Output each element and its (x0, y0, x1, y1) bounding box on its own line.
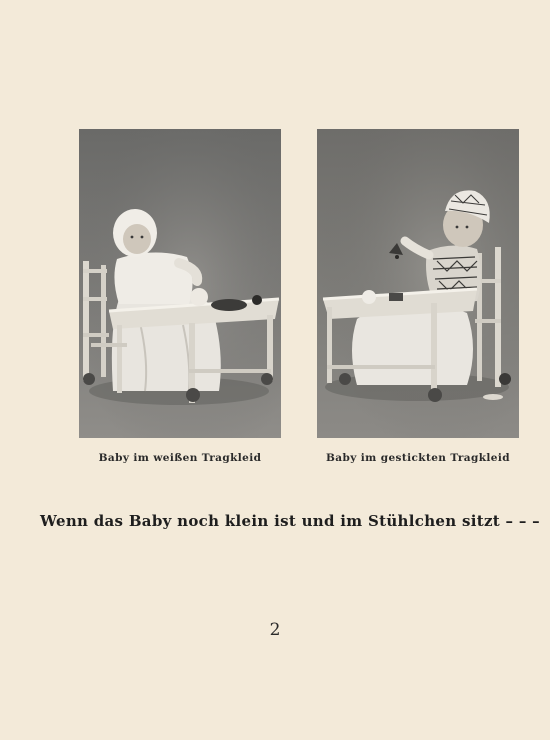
photo-doll-white-dress-image (79, 129, 281, 438)
photo-doll-embroidered-dress (317, 129, 519, 438)
caption-right: Baby im gestickten Tragkleid (326, 452, 510, 464)
photo-doll-white-dress (79, 129, 281, 438)
page-number: 2 (269, 620, 281, 640)
photo-doll-embroidered-dress-image (317, 129, 519, 438)
caption-left: Baby im weißen Tragkleid (98, 452, 262, 464)
page-headline: Wenn das Baby noch klein ist und im Stühlchen sitzt – – – (40, 512, 540, 530)
